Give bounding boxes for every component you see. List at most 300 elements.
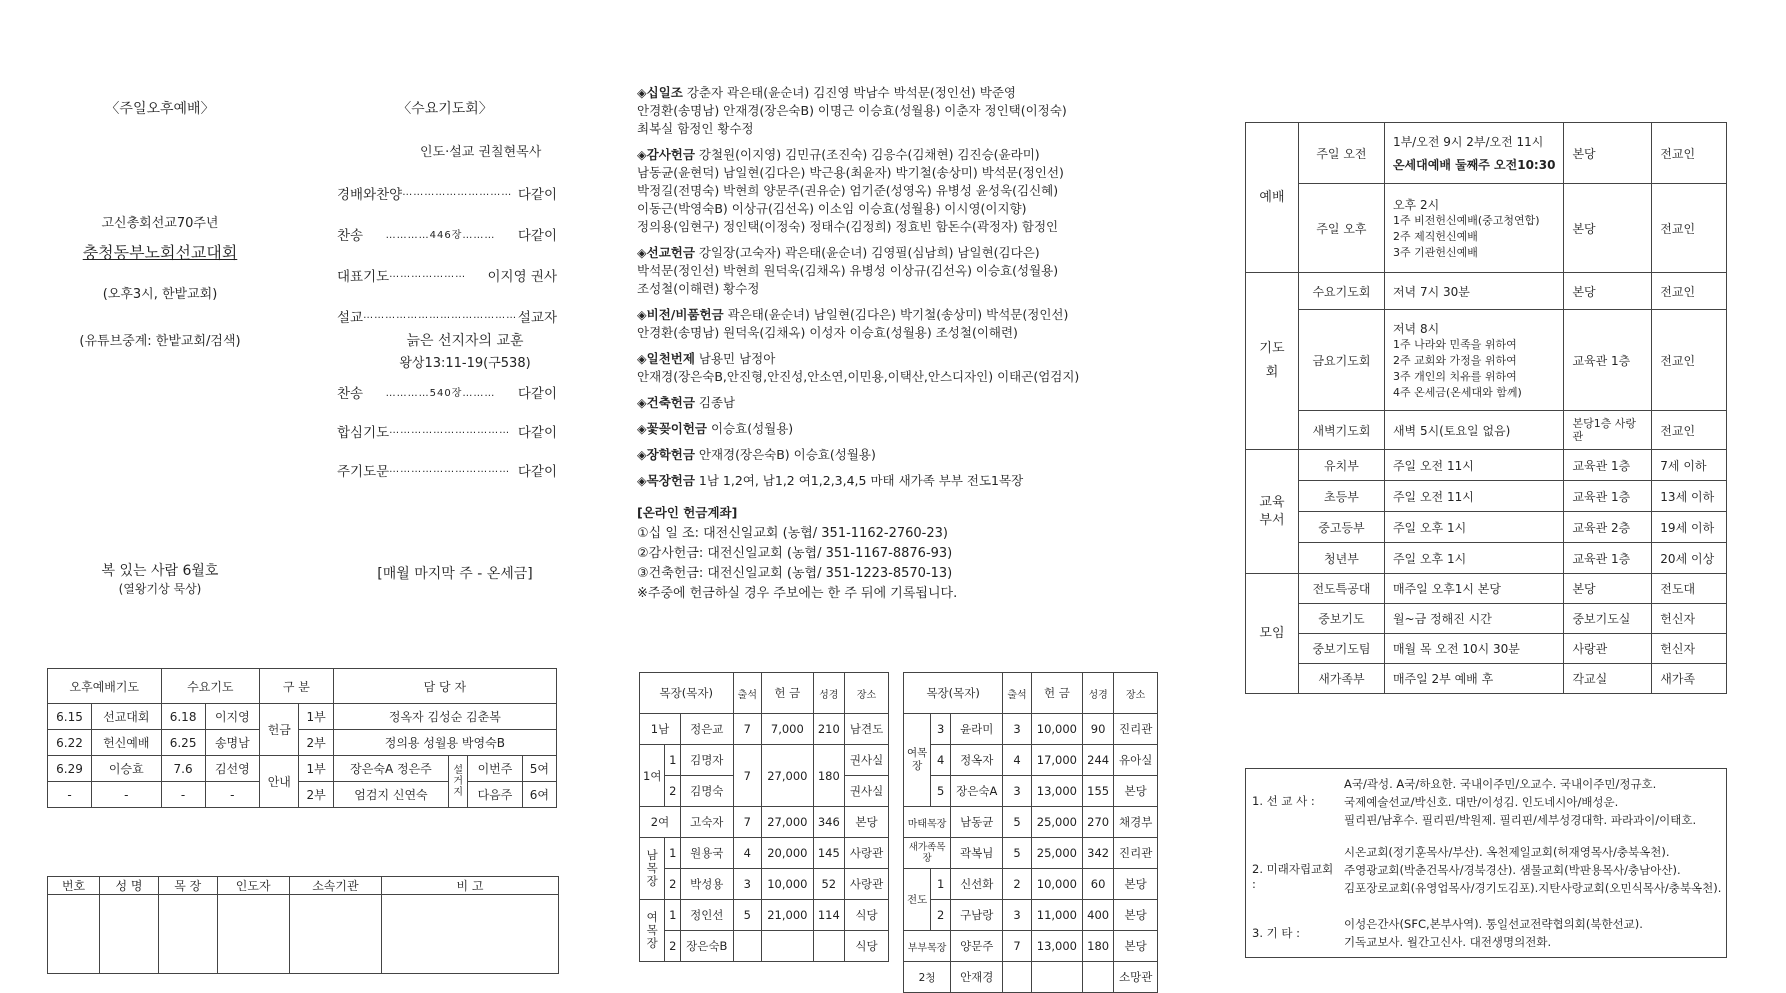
table-row [904, 673, 1158, 714]
table-row [1246, 604, 1727, 634]
offering-line: 박석문(정인선) 박현희 원덕욱(김채옥) 유병성 이상규(김선옥) 이승효(성월용) [637, 263, 1059, 278]
duty-header: 구 분 [260, 669, 334, 704]
visitor-table [47, 876, 559, 974]
schedule-place: 본당 [1564, 123, 1652, 184]
cell: 10,000 [1031, 869, 1082, 900]
cell: 7 [1003, 931, 1032, 962]
order-dots: …………………………… [389, 464, 511, 475]
cell: 5 [931, 776, 951, 807]
cell: 진리관 [1114, 838, 1158, 869]
schedule-time: 월~금 정해진 시간 [1384, 604, 1563, 634]
missions-list [1344, 915, 1643, 951]
cell: 새가족목장 [904, 838, 951, 869]
offering-scholarship [637, 446, 1197, 464]
cell: 10,000 [1031, 714, 1082, 745]
cell: 식당 [845, 931, 889, 962]
cell: 남동균 [951, 807, 1003, 838]
table-row [640, 838, 889, 869]
cell: 김선영 [205, 756, 260, 782]
table-row [904, 714, 1158, 745]
cell: 이승효 [91, 756, 161, 782]
cell: 이지영 [205, 704, 260, 730]
offering-line: 김종남 [698, 395, 736, 410]
offering-head: ◈비전/비품헌금 [637, 307, 724, 322]
missions-list [1344, 843, 1721, 897]
order-dots: …………………………………… [363, 310, 518, 321]
cell: 장은숙A 정은주 [333, 756, 449, 782]
table-row [640, 869, 889, 900]
cell: 2 [665, 931, 681, 962]
cell: 114 [813, 900, 845, 931]
cell: 7,000 [762, 714, 813, 745]
cell: 사랑관 [845, 869, 889, 900]
schedule-time: 3주 기관헌신예배 [1392, 245, 1478, 259]
cell: 엄검지 신연숙 [333, 782, 449, 808]
order-value: 이지영 권사 [487, 268, 557, 285]
cell: 180 [1082, 931, 1113, 962]
cell: 4 [1003, 745, 1032, 776]
table-row [640, 745, 889, 776]
event-line-4: (유튜브중계: 한밭교회/검색) [79, 334, 241, 349]
cell: 2부 [299, 730, 333, 756]
table-row [640, 931, 889, 962]
cell [1031, 962, 1082, 993]
mokjang-header: 성경 [813, 673, 845, 714]
duty-header: 담 당 자 [333, 669, 556, 704]
table-row [1246, 450, 1727, 481]
cell: 5 [1003, 838, 1032, 869]
offering-thanks [637, 146, 1197, 236]
cell: 244 [1082, 745, 1113, 776]
cell: 권사실 [845, 776, 889, 807]
missions-box [1245, 768, 1727, 958]
schedule-who: 7세 이하 [1652, 450, 1727, 481]
cell: 양문주 [951, 931, 1003, 962]
mokjang-header: 성경 [1082, 673, 1113, 714]
schedule-time: 주일 오전 11시 [1384, 481, 1563, 512]
order-label: 찬송 [337, 385, 364, 402]
schedule-time: 1주 나라와 민족을 위하여 [1392, 337, 1517, 351]
schedule-who: 20세 이상 [1652, 543, 1727, 574]
missions-label: 2. 미래자립교회 : [1252, 862, 1334, 891]
online-note: ※주중에 헌금하실 경우 주보에는 한 주 뒤에 기록됩니다. [637, 586, 958, 601]
order-item [337, 372, 557, 411]
order-value: 다같이 [517, 385, 557, 402]
offering-vision [637, 306, 1197, 342]
offering-mokjang [637, 472, 1197, 490]
visitor-header: 비 고 [382, 877, 559, 895]
cell: 본당 [1114, 776, 1158, 807]
table-row [904, 869, 1158, 900]
schedule-table [1245, 122, 1727, 694]
reading-subtitle: (열왕기상 묵상) [118, 582, 202, 596]
order-value: 다같이 [517, 186, 557, 203]
reading-title: 복 있는 사람 6월호 [101, 563, 219, 579]
mokjang-header: 헌 금 [1031, 673, 1082, 714]
order-item [337, 254, 557, 295]
visitor-header: 인도자 [217, 877, 289, 895]
schedule-name: 청년부 [1298, 543, 1384, 574]
cell: 7 [733, 745, 762, 807]
duty-table [47, 668, 557, 808]
offering-line: 안경환(송명남) 원덕욱(김채옥) 이성자 이승효(성월용) 조성철(이해련) [637, 325, 1018, 340]
offering-head: ◈선교헌금 [637, 245, 695, 260]
schedule-place: 본당 [1564, 273, 1652, 310]
order-dots: ………………… [389, 269, 467, 280]
cell: 60 [1082, 869, 1113, 900]
cell: 3 [1003, 900, 1032, 931]
schedule-who: 새가족 [1652, 664, 1727, 694]
cell [733, 931, 762, 962]
cell: 180 [813, 745, 845, 807]
online-line: ③건축헌금: 대전신일교회 (농협/ 351-1223-8570-13) [637, 566, 953, 581]
table-row [1246, 184, 1727, 273]
cell: 여목장 [904, 714, 931, 807]
schedule-who: 전도대 [1652, 574, 1727, 604]
cell: 정옥자 [951, 745, 1003, 776]
schedule-time: 매주일 2부 예배 후 [1384, 664, 1563, 694]
offering-line: 남용민 남정아 [698, 351, 776, 366]
cell: 400 [1082, 900, 1113, 931]
cell: 1 [931, 869, 951, 900]
cell: 2 [1003, 869, 1032, 900]
table-row [1246, 310, 1727, 411]
cell: 사랑관 [845, 838, 889, 869]
order-label: 찬송 [337, 227, 364, 244]
cell [1003, 962, 1032, 993]
offering-head: ◈장학헌금 [637, 447, 695, 462]
schedule-who: 19세 이하 [1652, 512, 1727, 543]
cell: 21,000 [762, 900, 813, 931]
cell: 본당 [1114, 869, 1158, 900]
schedule-place: 본당1층 사랑관 [1564, 411, 1652, 450]
cell: 2부 [299, 782, 333, 808]
cell: 346 [813, 807, 845, 838]
event-title: 충청동부노회선교대회 [82, 243, 238, 262]
cell: 27,000 [762, 807, 813, 838]
cell: 3 [1003, 776, 1032, 807]
offering-thousand [637, 350, 1197, 386]
mokjang-header: 장소 [845, 673, 889, 714]
cell: 4 [931, 745, 951, 776]
offering-head: ◈건축헌금 [637, 395, 695, 410]
schedule-place: 중보기도실 [1564, 604, 1652, 634]
visitor-header: 목 장 [158, 877, 217, 895]
cell: 전도 [904, 869, 931, 931]
order-dots: …………………………… [389, 425, 511, 436]
cell: 김명자 [681, 745, 733, 776]
schedule-name: 수요기도회 [1298, 273, 1384, 310]
schedule-name: 주일 오전 [1298, 123, 1384, 184]
cell: 6여 [522, 782, 556, 808]
order-label: 설교 [337, 309, 364, 326]
schedule-time: 새벽 5시(토요일 없음) [1384, 411, 1563, 450]
online-line: ①십 일 조: 대전신일교회 (농협/ 351-1162-2760-23) [637, 526, 948, 541]
order-item [337, 213, 557, 254]
mokjang-header: 목장(목자) [640, 673, 734, 714]
cell: 1부 [299, 756, 333, 782]
table-row [48, 756, 557, 782]
cell: 김명숙 [681, 776, 733, 807]
cell: 원용국 [681, 838, 733, 869]
cell: 13,000 [1031, 776, 1082, 807]
table-row [48, 730, 557, 756]
table-row [1246, 481, 1727, 512]
offering-flower [637, 420, 1197, 438]
schedule-name: 새벽기도회 [1298, 411, 1384, 450]
table-row [1246, 664, 1727, 694]
table-row [1246, 543, 1727, 574]
cell [813, 931, 845, 962]
table-row [904, 807, 1158, 838]
order-label: 주기도문 [337, 463, 390, 480]
online-line: ②감사헌금: 대전신일교회 (농협/ 351-1167-8876-93) [637, 546, 953, 561]
schedule-time: 매월 목 오전 10시 30분 [1384, 634, 1563, 664]
event-line-3: (오후3시, 한밭교회) [102, 287, 218, 302]
missions-line: 시온교회(정기훈목사/부산). 옥천제일교회(허재영목사/충북옥천). [1344, 845, 1670, 859]
offering-line: 안재경(장은숙B) 이승효(성월용) [698, 447, 876, 462]
cell: 52 [813, 869, 845, 900]
cell: 마태목장 [904, 807, 951, 838]
visitor-header: 소속기관 [289, 877, 381, 895]
table-row [904, 962, 1158, 993]
mokjang-table-left [639, 672, 889, 962]
cell: 설거지 [449, 756, 468, 808]
duty-header: 오후예배기도 [48, 669, 162, 704]
order-item [337, 411, 557, 450]
missions-line: 주영광교회(박춘건목사/경북경산). 샘물교회(박판용목사/충남아산). [1344, 863, 1681, 877]
missions-line: 기독교보사. 월간고신사. 대전생명의전화. [1344, 935, 1552, 949]
schedule-name: 전도특공대 [1298, 574, 1384, 604]
order-item [337, 450, 557, 489]
schedule-time: 4주 온세금(온세대와 함께) [1392, 385, 1522, 399]
online-accounts [637, 504, 1197, 604]
cell[interactable] [382, 895, 559, 974]
schedule-place: 각교실 [1564, 664, 1652, 694]
cell: 헌신예배 [91, 730, 161, 756]
order-dots: ………………………… [402, 187, 513, 198]
table-row [1246, 123, 1727, 184]
table-row [48, 704, 557, 730]
offering-line: 박정길(전명숙) 박현희 양문주(권유순) 엄기준(성영옥) 유병성 윤성욱(김신혜) [637, 183, 1059, 198]
schedule-time: 1주 비전헌신예배(중고청연합) [1392, 213, 1540, 227]
table-row [640, 673, 889, 714]
schedule-place: 교육관 1층 [1564, 543, 1652, 574]
cell: 7.6 [161, 756, 205, 782]
offering-line: 조성철(이해련) 황수정 [637, 281, 760, 296]
order-label: 경배와찬양 [337, 186, 403, 203]
table-row [1246, 634, 1727, 664]
schedule-group: 예배 [1246, 123, 1299, 273]
table-row [904, 931, 1158, 962]
order-value: 다같이 [517, 424, 557, 441]
cell: 소망관 [1114, 962, 1158, 993]
cell: 고숙자 [681, 807, 733, 838]
cell: 7 [733, 807, 762, 838]
cell: 헌금 [260, 704, 299, 756]
schedule-who: 전교인 [1652, 273, 1727, 310]
cell: 1여 [640, 745, 665, 807]
visitor-header: 번호 [48, 877, 100, 895]
cell: 장은숙B [681, 931, 733, 962]
cell: 안재경 [951, 962, 1003, 993]
table-row [640, 900, 889, 931]
cell[interactable] [100, 895, 159, 974]
offering-line: 최복실 함정인 황수정 [637, 121, 754, 136]
cell: 17,000 [1031, 745, 1082, 776]
cell: 3 [931, 714, 951, 745]
schedule-who: 전교인 [1652, 310, 1727, 411]
schedule-who: 헌신자 [1652, 604, 1727, 634]
order-dots: …………446장……… [385, 230, 496, 241]
cell: 신선화 [951, 869, 1003, 900]
schedule-place: 교육관 2층 [1564, 512, 1652, 543]
missions-line: 필리핀/남후수. 필리핀/박원제. 필리핀/세부성경대학. 파라과이/이태호. [1344, 813, 1697, 827]
schedule-group: 모임 [1246, 574, 1299, 694]
missions-list [1344, 775, 1696, 829]
schedule-time: 1부/오전 9시 2부/오전 11시 [1392, 135, 1544, 149]
cell: 구남랑 [951, 900, 1003, 931]
monthly-notice: [매월 마지막 주 - 온세금] [377, 566, 533, 582]
offering-line: 이승효(성월용) [710, 421, 794, 436]
cell: 2 [665, 776, 681, 807]
cell: 2청 [904, 962, 951, 993]
service-order-2 [337, 372, 557, 489]
cell: 6.29 [48, 756, 92, 782]
schedule-place: 사랑관 [1564, 634, 1652, 664]
cell: 1 [665, 838, 681, 869]
afternoon-service-title: 〈주일오후예배〉 [105, 101, 215, 117]
cell: 20,000 [762, 838, 813, 869]
cell: 본당 [1114, 931, 1158, 962]
schedule-name: 중보기도팀 [1298, 634, 1384, 664]
cell: 정은교 [681, 714, 733, 745]
cell: 2 [931, 900, 951, 931]
offering-line: 강일장(고숙자) 곽은태(윤순녀) 김영필(심남희) 남일현(김다은) [698, 245, 1040, 260]
schedule-time: 매주일 오후1시 본당 [1384, 574, 1563, 604]
cell: 이번주 [468, 756, 523, 782]
missions-line: 김포장로교회(유영업목사/경기도김포).지탄사랑교회(오민식목사/충북옥천). [1344, 881, 1722, 895]
cell: 145 [813, 838, 845, 869]
cell: 25,000 [1031, 807, 1082, 838]
cell: 210 [813, 714, 845, 745]
table-row [640, 714, 889, 745]
schedule-name: 중고등부 [1298, 512, 1384, 543]
schedule-time: 3주 개인의 치유를 위하여 [1392, 369, 1517, 383]
offering-line: 안재경(장은숙B,안진형,안진성,안소연,이민용,이택산,안스디자인) 이태곤(엄검지) [637, 369, 1080, 384]
cell: 정의용 성월용 박영숙B [333, 730, 556, 756]
offering-list [637, 84, 1197, 604]
cell: 5여 [522, 756, 556, 782]
offering-head: ◈꽃꽂이헌금 [637, 421, 707, 436]
order-dots: …………540장……… [385, 388, 496, 399]
schedule-time: 저녁 8시 [1392, 321, 1440, 336]
cell [1082, 962, 1113, 993]
cell [762, 931, 813, 962]
cell: 13,000 [1031, 931, 1082, 962]
schedule-name: 중보기도 [1298, 604, 1384, 634]
duty-header: 수요기도 [161, 669, 259, 704]
cell: 6.22 [48, 730, 92, 756]
cell: 1 [665, 900, 681, 931]
cell: 1남 [640, 714, 681, 745]
schedule-name: 주일 오후 [1298, 184, 1384, 273]
cell: 권사실 [845, 745, 889, 776]
cell[interactable] [158, 895, 217, 974]
cell: 1부 [299, 704, 333, 730]
order-label: 합심기도 [337, 424, 390, 441]
cell: 342 [1082, 838, 1113, 869]
table-row [640, 807, 889, 838]
offering-head: ◈목장헌금 [637, 473, 695, 488]
cell[interactable] [48, 895, 100, 974]
schedule-name: 유치부 [1298, 450, 1384, 481]
schedule-group: 기도회 [1246, 273, 1299, 450]
cell: 다음주 [468, 782, 523, 808]
cell[interactable] [217, 895, 289, 974]
cell: 안내 [260, 756, 299, 808]
schedule-time: 온세대예배 둘째주 오전10:30 [1392, 158, 1556, 172]
cell: 5 [1003, 807, 1032, 838]
cell: 11,000 [1031, 900, 1082, 931]
order-value: 설교자 [517, 309, 557, 326]
table-row [1246, 574, 1727, 604]
schedule-who: 13세 이하 [1652, 481, 1727, 512]
cell: 부부목장 [904, 931, 951, 962]
table-row [1246, 411, 1727, 450]
order-value: 다같이 [517, 463, 557, 480]
cell: 진리관 [1114, 714, 1158, 745]
offering-line: 강춘자 곽은태(윤순녀) 김진영 박남수 박석문(정인선) 박준영 [686, 85, 1017, 100]
table-row [904, 900, 1158, 931]
offering-head: ◈십일조 [637, 85, 683, 100]
cell: 6.15 [48, 704, 92, 730]
schedule-name: 금요기도회 [1298, 310, 1384, 411]
wednesday-service-title: 〈수요기도회〉 [397, 101, 493, 117]
cell: 남견도 [845, 714, 889, 745]
cell: 유아실 [1114, 745, 1158, 776]
table-row [1246, 273, 1727, 310]
mokjang-header: 목장(목자) [904, 673, 1003, 714]
offering-line: 정의용(임현구) 정인택(이정숙) 정태수(김정희) 정효빈 함돈수(곽정자) 함정인 [637, 219, 1059, 234]
schedule-group: 교육부서 [1246, 450, 1299, 574]
cell: 3 [733, 869, 762, 900]
offering-line: 곽은태(윤순녀) 남일현(김다은) 박기철(송상미) 박석문(정인선) [727, 307, 1069, 322]
order-value: 다같이 [517, 227, 557, 244]
table-row [1246, 512, 1727, 543]
cell[interactable] [289, 895, 381, 974]
cell: 90 [1082, 714, 1113, 745]
missions-label: 1. 선 교 사 : [1252, 794, 1315, 808]
cell: 송명남 [205, 730, 260, 756]
missions-label: 3. 기 타 : [1252, 926, 1301, 940]
mokjang-header: 출석 [1003, 673, 1032, 714]
offering-head: ◈감사헌금 [637, 147, 695, 162]
missions-line: 이성은간사(SFC,본부사역). 통일선교전략협의회(북한선교). [1344, 917, 1643, 931]
cell: 본당 [845, 807, 889, 838]
cell: 2여 [640, 807, 681, 838]
cell: 본당 [1114, 900, 1158, 931]
event-line-1: 고신총회선교70주년 [101, 216, 219, 231]
offering-line: 이동근(박영숙B) 이상규(김선옥) 이소임 이승효(성월용) 이시영(이지향) [637, 201, 1027, 216]
cell: 남목장 [640, 838, 665, 900]
schedule-time: 2주 제직헌신예배 [1392, 229, 1478, 243]
cell: 장은숙A [951, 776, 1003, 807]
cell: 10,000 [762, 869, 813, 900]
mokjang-header: 출석 [733, 673, 762, 714]
offering-head: ◈일천번제 [637, 351, 695, 366]
schedule-place: 교육관 1층 [1564, 450, 1652, 481]
